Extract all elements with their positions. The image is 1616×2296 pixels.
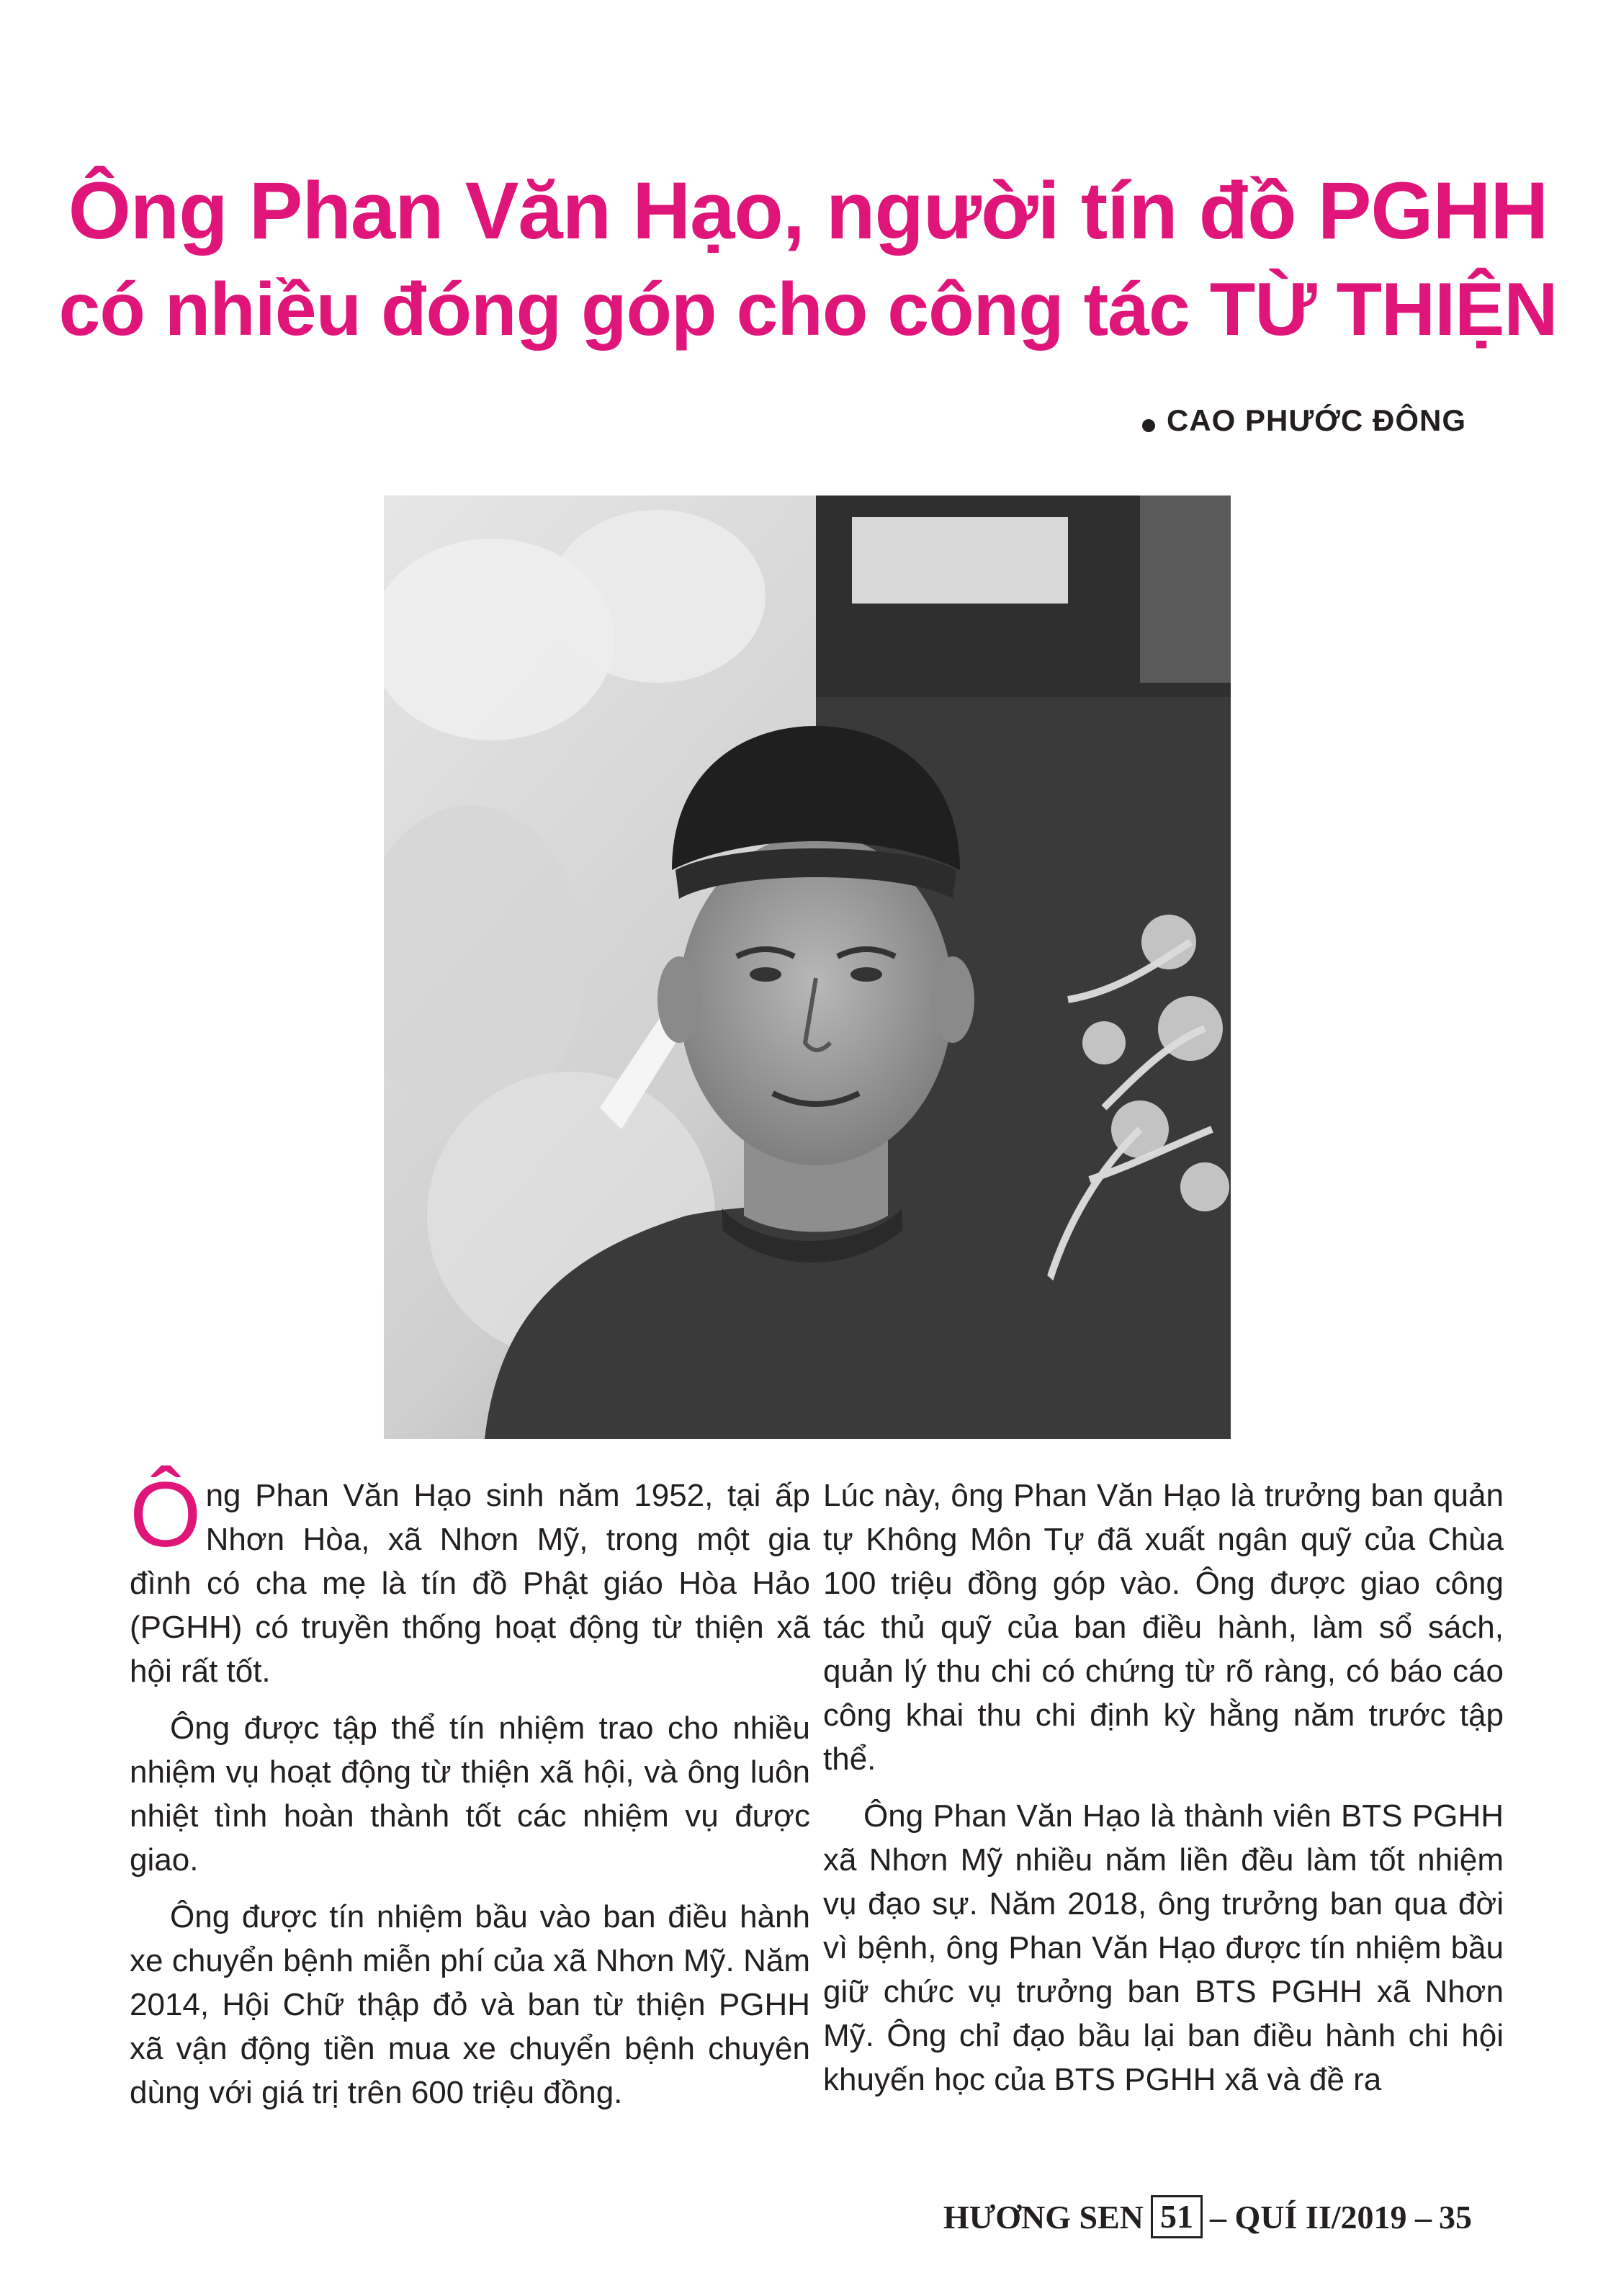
magazine-name: HƯƠNG SEN [943, 2198, 1144, 2236]
portrait-photo [384, 495, 1231, 1439]
paragraph: Ông được tín nhiệm bầu vào ban điều hành xe chuyển bệnh miễn phí của xã Nhơn Mỹ. Năm 2014, Hội Chữ thập đỏ và ban từ thiện PGHH xã vận động tiền mua xe chuyển bệnh chuyên dùng với giá trị trên 600 triệu đồng. [130, 1899, 810, 2110]
paragraph: Lúc này, ông Phan Văn Hạo là trưởng ban quản tự Không Môn Tự đã xuất ngân quỹ của Chùa 100 triệu đồng góp vào. Ông được giao công tác thủ quỹ của ban điều hành, làm sổ sách, quản lý thu chi có chứng từ rõ ràng, có báo cáo công khai thu chi định kỳ hằng năm trước tập thể. [823, 1478, 1504, 1777]
issue-number: 51 [1151, 2195, 1203, 2238]
paragraph: Ông Phan Văn Hạo là thành viên BTS PGHH xã Nhơn Mỹ nhiều năm liền đều làm tốt nhiệm vụ đạo sự. Năm 2018, ông trưởng ban qua đời vì bệnh, ông Phan Văn Hạo được tín nhiệm bầu giữ chức vụ trưởng ban BTS PGHH xã Nhơn Mỹ. Ông chỉ đạo bầu lại ban điều hành chi hội khuyến học của BTS PGHH xã và đề ra [823, 1798, 1504, 2097]
article-column-left [130, 1463, 810, 2127]
drop-cap: Ô [130, 1463, 202, 1566]
paragraph: Ông được tập thể tín nhiệm trao cho nhiều nhiệm vụ hoạt động từ thiện xã hội, và ông luôn nhiệt tình hoàn thành tốt các nhiệm vụ được giao. [130, 1710, 810, 1878]
author-byline [1142, 403, 1466, 438]
issue-period: – QUÍ II/2019 – [1210, 2198, 1432, 2236]
article-title-line-1: Ông Phan Văn Hạo, người tín đồ PGHH [68, 166, 1548, 256]
paragraph [130, 1463, 810, 1693]
page-footer [943, 2195, 1472, 2238]
bullet-icon [1142, 419, 1155, 432]
paragraph-text: ng Phan Văn Hạo sinh năm 1952, tại ấp Nhơn Hòa, xã Nhơn Mỹ, trong một gia đình có cha mẹ là tín đồ Phật giáo Hòa Hảo (PGHH) có truyền thống hoạt động từ thiện xã hội rất tốt. [130, 1478, 810, 1689]
article-column-right [823, 1474, 1504, 2115]
author-name: CAO PHƯỚC ĐÔNG [1166, 403, 1466, 437]
article-title-line-2: có nhiều đóng góp cho công tác TỪ THIỆN [58, 268, 1558, 351]
page-number: 35 [1439, 2198, 1472, 2236]
